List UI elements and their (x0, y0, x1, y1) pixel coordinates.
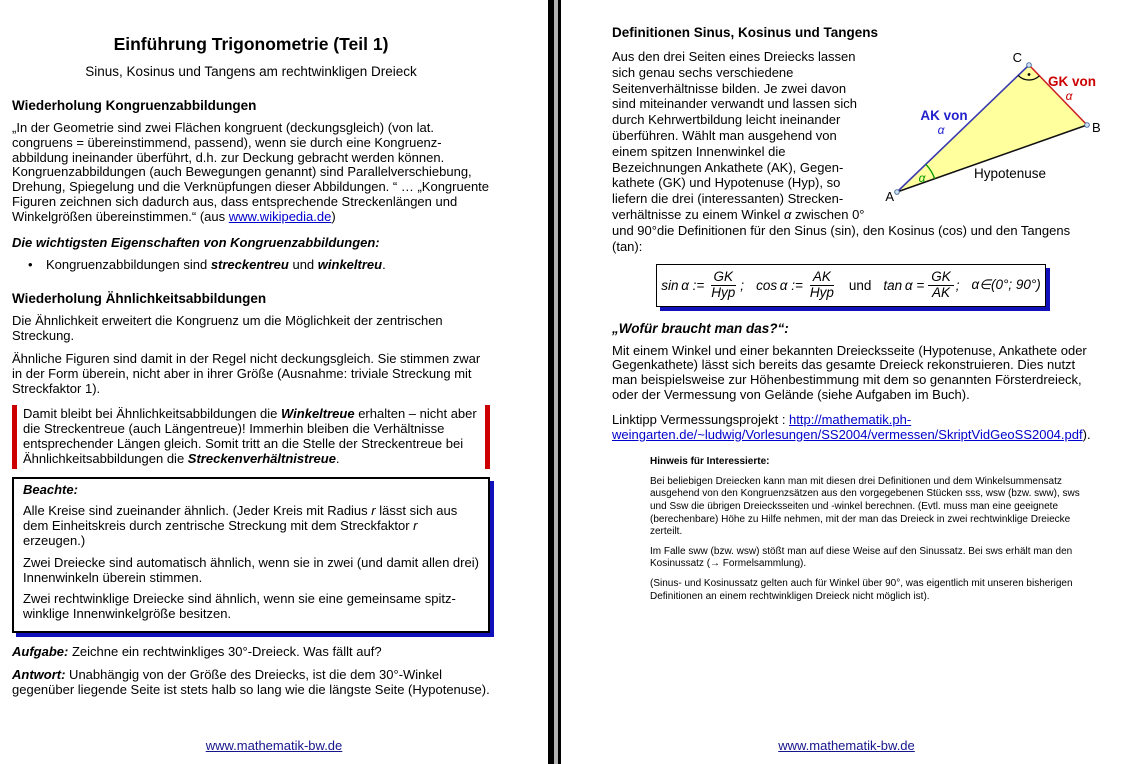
beachte-paragraph-3: Zwei rechtwinklige Dreiecke sind ähnlich, wenn sie eine gemeinsame spitzwinklige Innenwinkelgröße besitzen. (23, 591, 456, 622)
vertex-point-c (1027, 63, 1032, 68)
text-segment: lässt sich aus dem Einheitskreis durch zentrische Streckung mit dem Streckfaktor (23, 503, 458, 534)
left-footer-link[interactable]: www.mathematik-bw.de (205, 738, 343, 753)
aufgabe-label: Aufgabe: (12, 643, 69, 659)
text-segment: streckentreu (210, 256, 289, 272)
bullet-text (46, 258, 386, 273)
left-footer (0, 738, 548, 753)
formula-conjunction: und (848, 277, 872, 293)
text-segment: und (288, 256, 318, 272)
paragraph-anwendung: Mit einem Winkel und einer bekannten Dreiecksseite (Hypotenuse, Ankathete oder Gegenkathete) lässt sich bereits das gesamte Dreieck rekonstruieren. Dies nutzt man beispielsweise zur Höhenbestimmung mit dem so genannten Försterdreieck, oder der Vermessung von Gelände (siehe Aufgaben im Buch). (612, 342, 1087, 402)
text-segment: Winkeltreue (281, 406, 355, 422)
antwort-row (12, 668, 490, 698)
antwort-text: Unabhängig von der Größe des Dreiecks, ist die dem 30°-Winkel gegenüber liegende Seite ist stets halb so lang wie die längste Seite (Hypotenuse). (12, 666, 490, 697)
text-segment: Streckenverhältnistreue (187, 450, 336, 466)
formula-tan-fraction (928, 270, 954, 300)
beachte-paragraph-1 (23, 504, 479, 548)
vermessungsprojekt-link[interactable]: http://mathematik.ph-weingarten.de/~ludwig/Vorlesungen/SS2004/vermessen/SkriptVidGeoSS2004.pdf (612, 411, 1083, 442)
paragraph-aehnlichkeit-1: Die Ähnlichkeit erweitert die Kongruenz um die Möglichkeit der zentrischen Streckung. (12, 313, 443, 344)
label-alpha-green: α (918, 171, 926, 185)
text-segment: Kongruenzabbildungen sind (46, 256, 211, 272)
text-segment: ). (1082, 426, 1091, 442)
right-page-content (612, 0, 1099, 603)
label-gegenkathete-alpha: α (1065, 89, 1073, 103)
right-page (561, 0, 1132, 764)
triangle-figure (871, 49, 1099, 205)
paragraph-linktipp (612, 413, 1099, 443)
heading-kongruenzabbildungen: Wiederholung Kongruenzabbildungen (12, 98, 257, 113)
formula-tan-lhs: tan α = (883, 277, 925, 293)
paragraph-aehnlichkeit-2: Ähnliche Figuren sind damit in der Regel nicht deckungsgleich. Sie stimmen zwar in der Form überein, nicht aber in ihrer Größe (Ausnahme: triviale Streckung mit Streckfaktor 1). (12, 350, 481, 396)
text-segment: . (335, 450, 340, 466)
formula-cos-lhs: cos α := (756, 277, 803, 293)
hinweis-paragraph-2: Im Falle sww (bzw. wsw) stößt man auf diese Weise auf den Sinussatz. Bei sws erhält man den Kosinussatz (→ Formelsammlung). (650, 545, 1073, 570)
beachte-label: Beachte: (23, 481, 78, 497)
text-segment: . (382, 256, 386, 272)
hinweis-paragraph-1: Bei beliebigen Dreiecken kann man mit diesen drei Definitionen und dem Winkelsummensatz ausgehend von den Kongruenzsätzen aus den vorgegebenen Stücken sss, wsw (bzw. sww), sws und Ssw die übrigen Dreiecksseiten und -winkel berechnen. (Evtl. muss man eine geeignete (berechenbare) Höhe zu Hilfe nehmen, mit der man das Dreieck in zwei rechtwinklige Dreiecke zerteilt. (650, 475, 1080, 538)
highlighted-note-winkeltreue (12, 405, 490, 468)
beachte-paragraph-2: Zwei Dreiecke sind automatisch ähnlich, wenn sie in zwei (und damit allen drei) Innenwinkeln überein stimmen. (23, 554, 479, 585)
paragraph-definitionen-intro (612, 49, 1099, 254)
text-segment: Alle Kreise sind zueinander ähnlich. (Jeder Kreis mit Radius (23, 503, 372, 519)
left-page-content (12, 0, 490, 697)
label-ankathete: AK von (920, 108, 968, 123)
page-title: Einführung Trigonometrie (Teil 1) (113, 34, 389, 54)
formula-sin-numerator: GK (711, 270, 737, 286)
label-ankathete-alpha: α (937, 123, 945, 137)
formula-box (656, 264, 1046, 306)
text-segment: Linktipp Vermessungsprojekt : (612, 411, 790, 427)
text-segment: zwischen 0° und 90°die Definitionen für den Sinus (sin), den Kosinus (cos) und den Tangens (tan): (612, 206, 1071, 254)
triangle-diagram (859, 49, 1111, 219)
formula-separator-1: ; (740, 277, 745, 293)
text-segment: erhalten – nicht aber die Streckentreue (auch Längentreue)! Immerhin bleiben die Verhältnisse entsprechender Längen gleich. Somit tritt an die Stelle der Streckentreue bei Ähnlichkeitsabbildungen die (23, 406, 477, 466)
right-footer (561, 738, 1132, 753)
antwort-label: Antwort: (12, 666, 66, 682)
heading-eigenschaften: Die wichtigsten Eigenschaften von Kongruenzabbildungen: (12, 234, 380, 250)
right-footer-link[interactable]: www.mathematik-bw.de (778, 738, 915, 753)
vertex-label-b: B (1092, 120, 1101, 135)
formula-cos-fraction (807, 270, 837, 300)
hinweis-paragraph-3: (Sinus- und Kosinussatz gelten auch für Winkel über 90°, was eigentlich mit unseren bisherigen Definitionen an einem rechtwinkligen Dreieck nicht möglich ist). (650, 578, 1073, 602)
formula-separator-2: ; (955, 277, 960, 293)
label-hypotenuse: Hypotenuse (974, 166, 1047, 181)
right-angle-dot (1028, 73, 1031, 76)
hinweis-block (650, 456, 1092, 603)
bullet-item (28, 258, 490, 273)
text-segment: r (413, 518, 418, 534)
text-segment: „In der Geometrie sind zwei Flächen kongruent (deckungsgleich) (von lat. congruens = übereinstimmend, passend), wenn sie durch eine Kongruenzabbildung ineinander überführt, d.h. zur Deckung gebracht werden können. Kongruenzabbildungen (auch Bewegungen genannt) sind Parallelverschiebung, Drehung, Spiegelung und die Verknüpfungen dieser Abbildungen. “ … „Kongruente Figuren zeichnen sich dadurch aus, dass entsprechende Streckenlängen und Winkelgrößen übereinstimmen.“ (aus (12, 120, 490, 224)
formula-sin-fraction (708, 270, 738, 300)
aufgabe-row (12, 645, 490, 660)
formula-cos-denominator: Hyp (809, 284, 834, 300)
text-segment: Aus den drei Seiten eines Dreiecks lassen sich genau sechs verschiedene Seitenverhältnisse bilden. Je zwei davon sind miteinander verwandt und lassen sich durch Kehrwertbildung leicht ineinander überführen. Wählt man ausgehend von einem spitzen Innenwinkel die Bezeichnungen Ankathete (AK), Gegenkathete (GK) und Hypotenuse (Hyp), so liefern die drei (interessanten) Streckenverhältnisse zu einem Winkel (612, 49, 857, 222)
text-segment: r (371, 503, 376, 519)
left-page (0, 0, 548, 764)
text-segment: winkeltreu (317, 256, 383, 272)
text-segment: Damit bleibt bei Ähnlichkeitsabbildungen die (23, 406, 281, 422)
heading-definitionen: Definitionen Sinus, Kosinus und Tangens (612, 25, 879, 40)
heading-wofuer: „Wofür braucht man das?“: (612, 320, 789, 336)
bullet-icon: • (28, 256, 33, 272)
vertex-point-a (895, 190, 900, 195)
text-segment: erzeugen.) (23, 532, 86, 548)
text-segment: α (783, 206, 792, 222)
formula-sin-denominator: Hyp (711, 284, 736, 300)
vertex-point-b (1085, 123, 1090, 128)
formula-cos-numerator: AK (810, 270, 834, 286)
vertex-label-c: C (1012, 50, 1022, 65)
hinweis-heading: Hinweis für Interessierte: (650, 456, 770, 468)
text-segment: ) (331, 208, 336, 224)
formula-tan-denominator: AK (931, 284, 950, 300)
formula-domain: α∈(0°; 90°) (971, 277, 1041, 293)
formula-sin-lhs: sin α := (661, 277, 705, 293)
formula-tan-numerator: GK (928, 270, 954, 286)
label-gegenkathete: GK von (1048, 74, 1097, 89)
paragraph-kongruenz-definition (12, 121, 490, 225)
page-subtitle: Sinus, Kosinus und Tangens am rechtwinkligen Dreieck (85, 64, 417, 79)
heading-aehnlichkeitsabbildungen: Wiederholung Ähnlichkeitsabbildungen (12, 291, 267, 307)
aufgabe-text: Zeichne ein rechtwinkliges 30°-Dreieck. Was fällt auf? (68, 643, 382, 659)
vertex-label-a: A (885, 189, 894, 204)
wikipedia-link[interactable]: www.wikipedia.de (228, 208, 332, 224)
beachte-box (12, 477, 490, 633)
